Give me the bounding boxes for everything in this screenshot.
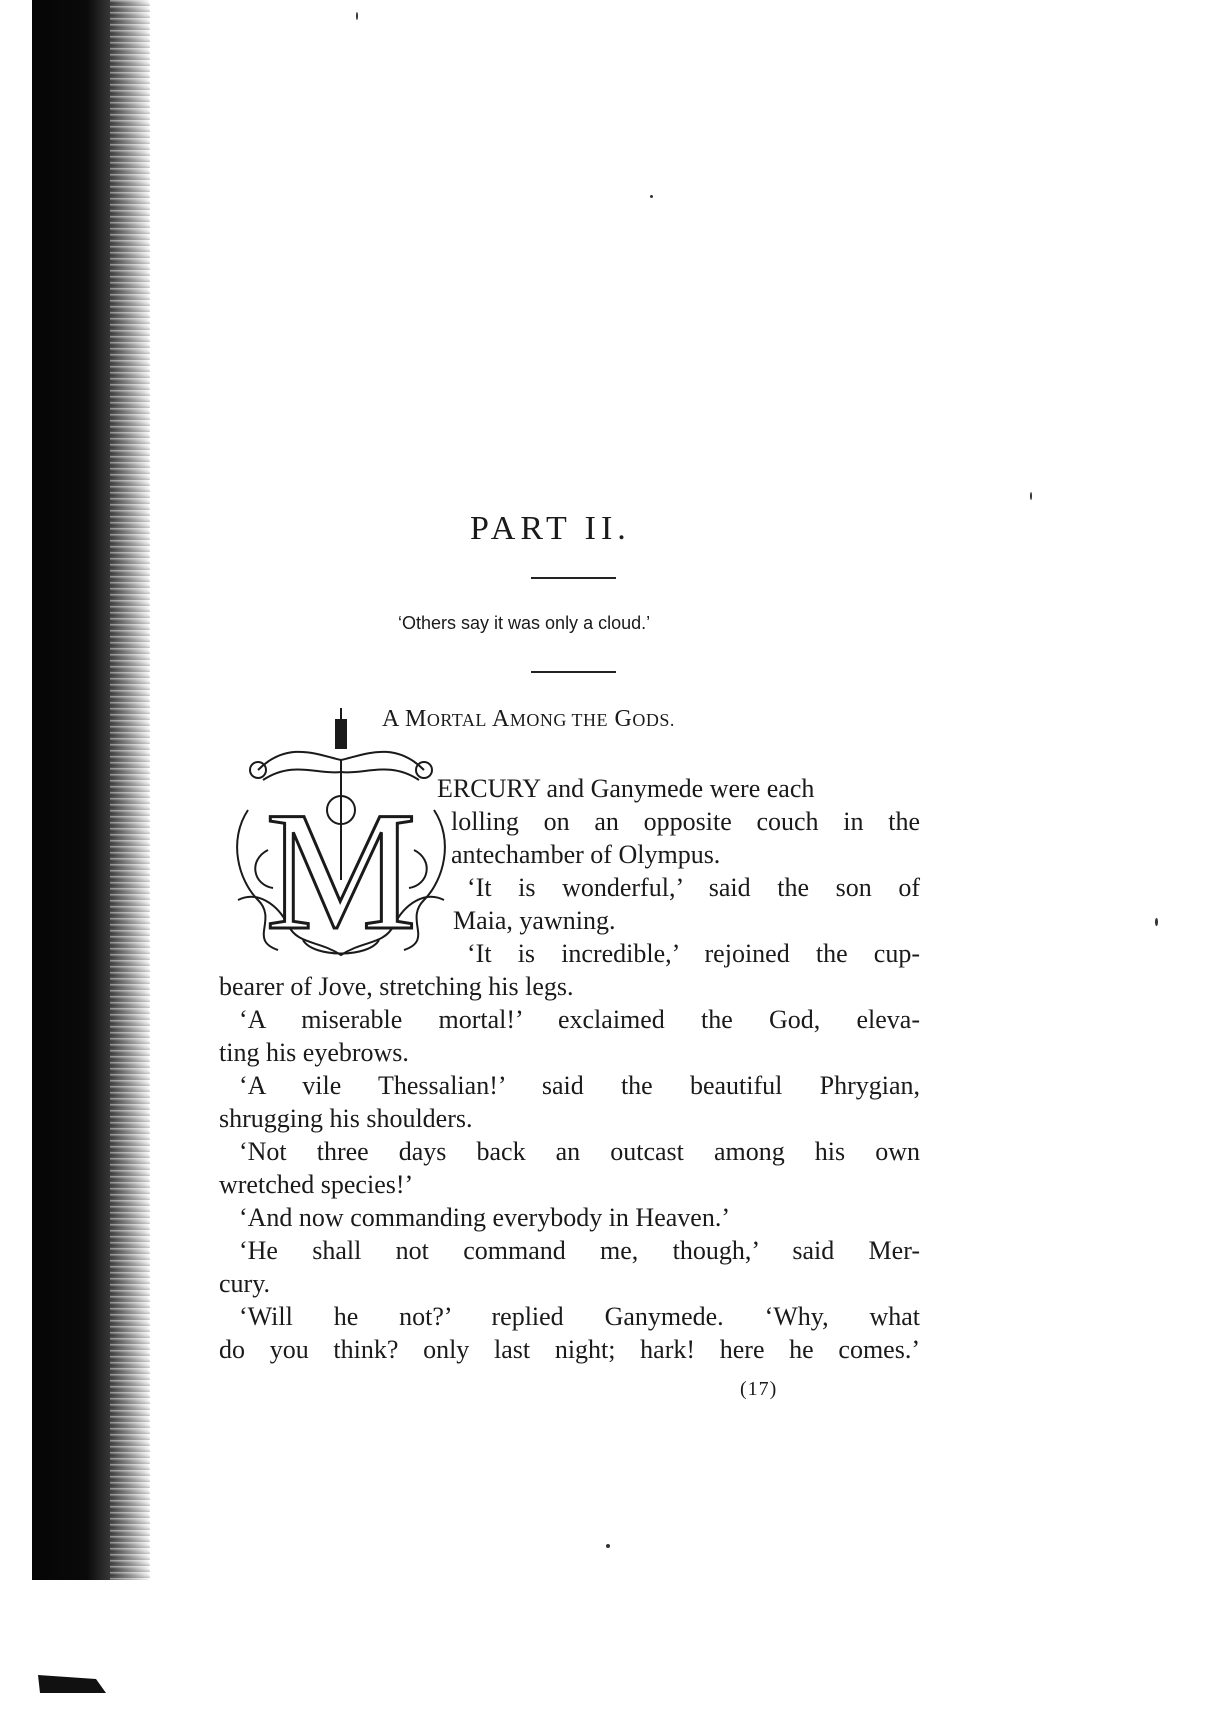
text-line-9: ting his eyebrows. (219, 1038, 409, 1067)
corner-smudge (36, 1665, 126, 1695)
text-line-16: cury. (219, 1269, 271, 1298)
text-line-8: ‘A miserable mortal!’ exclaimed the God, eleva- (239, 1005, 920, 1034)
svg-text:M: M (265, 777, 417, 965)
text-line-12: ‘Not three days back an outcast among his own (239, 1137, 920, 1166)
ornamental-initial-m-icon (218, 700, 458, 970)
text-line-6: ‘It is incredible,’ rejoined the cup- (467, 939, 920, 968)
text-line-15: ‘He shall not command me, though,’ said Mer- (239, 1236, 920, 1265)
text-line-1: ERCURY and Ganymede were each (437, 774, 815, 803)
text-line-11: shrugging his shoulders. (219, 1104, 473, 1133)
text-line-3: antechamber of Olympus. (451, 840, 721, 869)
epigraph: ‘Others say it was only a cloud.’ (398, 613, 651, 633)
text-line-5: Maia, yawning. (453, 906, 616, 935)
top-rule (531, 577, 616, 579)
text-line-14: ‘And now commanding everybody in Heaven.’ (239, 1203, 730, 1232)
text-line-17: ‘Will he not?’ replied Ganymede. ‘Why, what (239, 1302, 920, 1331)
page-number: (17) (740, 1378, 778, 1400)
bottom-rule (531, 671, 616, 673)
text-line-10: ‘A vile Thessalian!’ said the beautiful Phrygian, (239, 1071, 920, 1100)
text-line-4: ‘It is wonderful,’ said the son of (467, 873, 920, 902)
speck (1155, 918, 1158, 926)
page-gutter-shadow (32, 0, 150, 1580)
text-line-7: bearer of Jove, stretching his legs. (219, 972, 574, 1001)
part-title: PART II. (470, 510, 631, 547)
speck (1030, 492, 1032, 500)
speck (650, 195, 653, 198)
text-line-13: wretched species!’ (219, 1170, 414, 1199)
text-line-18: do you think? only last night; hark! here he comes.’ (219, 1335, 920, 1364)
speck (606, 1544, 610, 1548)
text-line-2: lolling on an opposite couch in the (451, 807, 920, 836)
chapter-title: A MORTAL AMONG THE GODS. (382, 706, 675, 732)
speck (356, 12, 358, 20)
